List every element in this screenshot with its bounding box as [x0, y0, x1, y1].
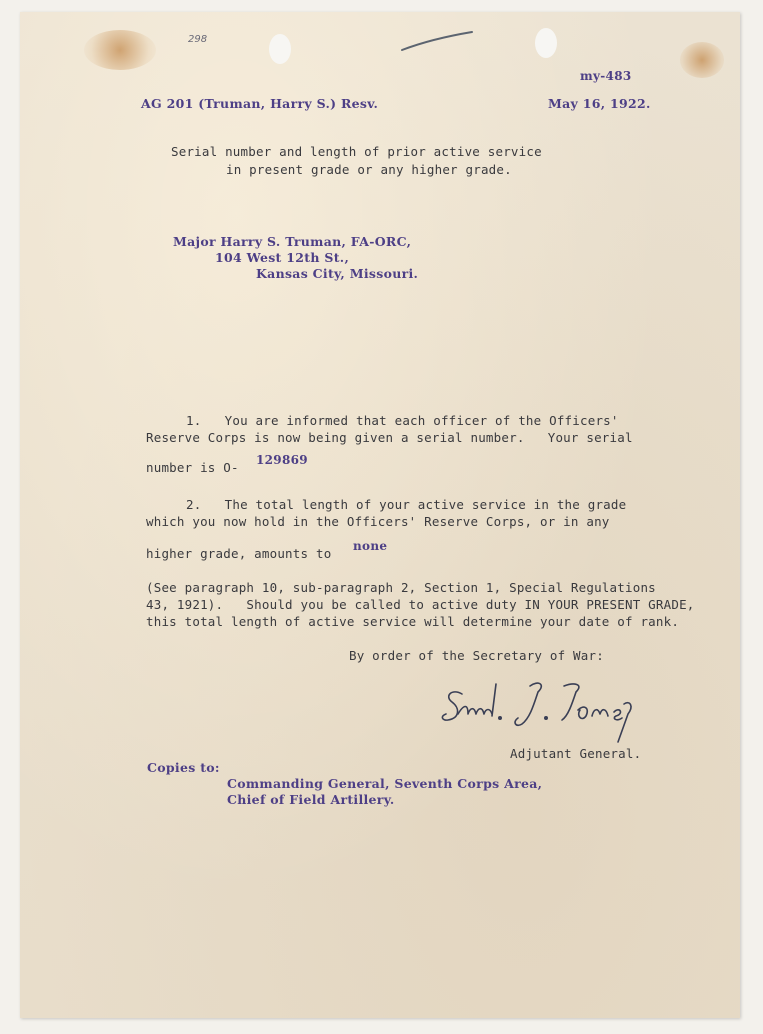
subject-line-2: in present grade or any higher grade.: [226, 162, 512, 177]
copies-recipient-1: Commanding General, Seventh Corps Area,: [227, 776, 543, 791]
punch-hole-right: [535, 28, 557, 58]
paragraph-1-line-1: 1. You are informed that each officer of the Officers': [186, 413, 619, 428]
paragraph-2-line-2: which you now hold in the Officers' Reserve Corps, or in any: [146, 514, 610, 529]
margin-note: 298: [188, 34, 208, 45]
letter-sheet: [20, 12, 740, 1018]
note-line-2: 43, 1921). Should you be called to active duty IN YOUR PRESENT GRADE,: [146, 597, 695, 612]
service-amount: none: [353, 539, 388, 553]
handwritten-signature: [438, 674, 638, 744]
closing-line: By order of the Secretary of War:: [349, 648, 604, 663]
note-line-3: this total length of active service will determine your date of rank.: [146, 614, 680, 629]
paragraph-1-line-3: number is O-: [146, 460, 239, 475]
rust-stain-right: [680, 42, 724, 78]
file-code: my-483: [580, 69, 632, 83]
rust-stain-left: [84, 30, 156, 70]
punch-hole-left: [269, 34, 291, 64]
subject-line-1: Serial number and length of prior active service: [171, 144, 542, 159]
paragraph-2-line-1: 2. The total length of your active service in the grade: [186, 497, 627, 512]
letter-date: May 16, 1922.: [548, 96, 651, 111]
addressee-line-1: Major Harry S. Truman, FA-ORC,: [173, 234, 412, 249]
addressee-line-3: Kansas City, Missouri.: [256, 266, 419, 281]
signer-title: Adjutant General.: [510, 746, 642, 761]
pencil-stroke: [398, 26, 478, 56]
note-line-1: (See paragraph 10, sub-paragraph 2, Section 1, Special Regulations: [146, 580, 656, 595]
copies-recipient-2: Chief of Field Artillery.: [227, 792, 395, 807]
paragraph-2-line-3: higher grade, amounts to: [146, 546, 332, 561]
copies-label: Copies to:: [147, 760, 220, 775]
reference-line: AG 201 (Truman, Harry S.) Resv.: [141, 96, 379, 111]
serial-number: 129869: [256, 453, 308, 467]
addressee-line-2: 104 West 12th St.,: [215, 250, 350, 265]
paragraph-1-line-2: Reserve Corps is now being given a serial number. Your serial: [146, 430, 633, 445]
